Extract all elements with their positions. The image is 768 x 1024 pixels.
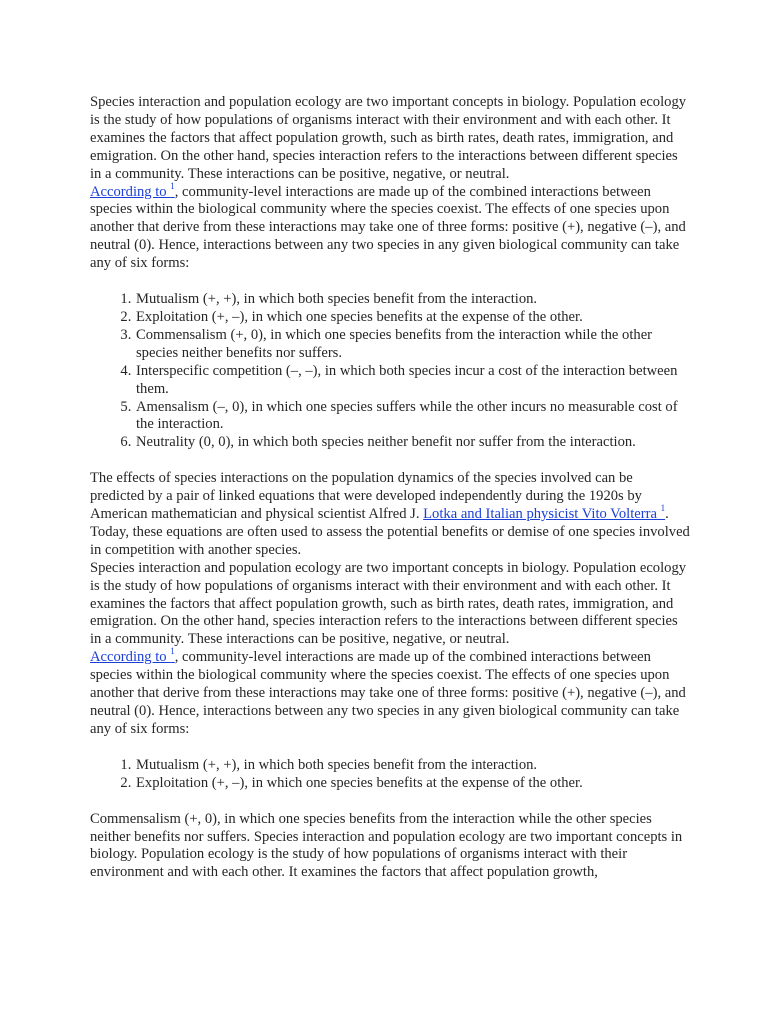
intro-paragraph-repeat: Species interaction and population ecology are two important concepts in biology. Population ecology is the study of how populations of organisms interact with their environment and with each other. It examines the factors that affect population growth, such as birth rates, death rates, immigration, and emigration. On the other hand, species interaction refers to the interactions between different species in a community. These interactions can be positive, negative, or neutral. <box>90 559 687 648</box>
list-item: 2. Exploitation (+, –), in which one species benefits at the expense of the other. <box>135 309 690 327</box>
document-page <box>90 94 690 882</box>
citation-superscript: 1 <box>660 503 666 514</box>
according-paragraph-repeat <box>90 646 690 739</box>
interaction-forms-list <box>90 291 690 452</box>
list-item: 1. Mutualism (+, +), in which both species benefit from the interaction. <box>135 757 690 775</box>
list-item: 4. Interspecific competition (–, –), in which both species incur a cost of the interaction between them. <box>135 363 690 399</box>
list-item: 5. Amensalism (–, 0), in which one species suffers while the other incurs no measurable cost of the interaction. <box>135 399 690 435</box>
according-paragraph <box>90 180 690 274</box>
effects-paragraph <box>90 470 690 560</box>
according-to-link[interactable]: According to $^1$ <box>90 180 175 200</box>
list-item: 3. Commensalism (+, 0), in which one species benefits from the interaction while the other species neither benefits nor suffers. <box>135 327 690 363</box>
according-to-link[interactable]: According to $^1$ <box>90 646 175 666</box>
citation-superscript: 1 <box>170 180 175 191</box>
according-paragraph-text: , community-level interactions are made up of the combined interactions between species within the biological community where the species coexist. The effects of one species upon another that derive from these interactions may take one of three forms: positive (+), negative (–), and neutral (0). Hence, interactions between any two species in any given biological community can take any of six forms: <box>90 649 686 737</box>
list-item: 6. Neutrality (0, 0), in which both species neither benefit nor suffer from the interaction. <box>135 434 690 452</box>
lotka-volterra-link[interactable]: Lotka and Italian physicist Vito Volterra $^1$ <box>423 503 666 523</box>
interaction-forms-list-repeat <box>90 757 690 793</box>
list-item: 1. Mutualism (+, +), in which both species benefit from the interaction. <box>135 291 690 309</box>
citation-superscript: 1 <box>170 646 175 657</box>
list-item: 2. Exploitation (+, –), in which one species benefits at the expense of the other. <box>135 775 690 793</box>
effects-text-end: . Today, these equations are often used to assess the potential benefits or demise of one species involved in competition with another species. <box>90 506 690 558</box>
final-paragraph: Commensalism (+, 0), in which one species benefits from the interaction while the other species neither benefits nor suffers. Species interaction and population ecology are two important concepts in biology. Population ecology is the study of how populations of organisms interact with their environment and with each other. It examines the factors that affect population growth, <box>90 810 683 881</box>
effects-text: The effects of species interactions on the population dynamics of the species involved can be predicted by a pair of linked equations that were developed independently during the 1920s by American mathematician and physical scientist Alfred J. <box>90 470 642 523</box>
according-paragraph-text: , community-level interactions are made up of the combined interactions between species within the biological community where the species coexist. The effects of one species upon another that derive from these interactions may take one of three forms: positive (+), negative (–), and neutral (0). Hence, interactions between any two species in any given biological community can take any of six forms: <box>90 183 686 272</box>
intro-paragraph: Species interaction and population ecology are two important concepts in biology. Population ecology is the study of how populations of organisms interact with their environment and with each other. It examines the factors that affect population growth, such as birth rates, death rates, immigration, and emigration. On the other hand, species interaction refers to the interactions between different species in a community. These interactions can be positive, negative, or neutral. <box>90 94 687 182</box>
